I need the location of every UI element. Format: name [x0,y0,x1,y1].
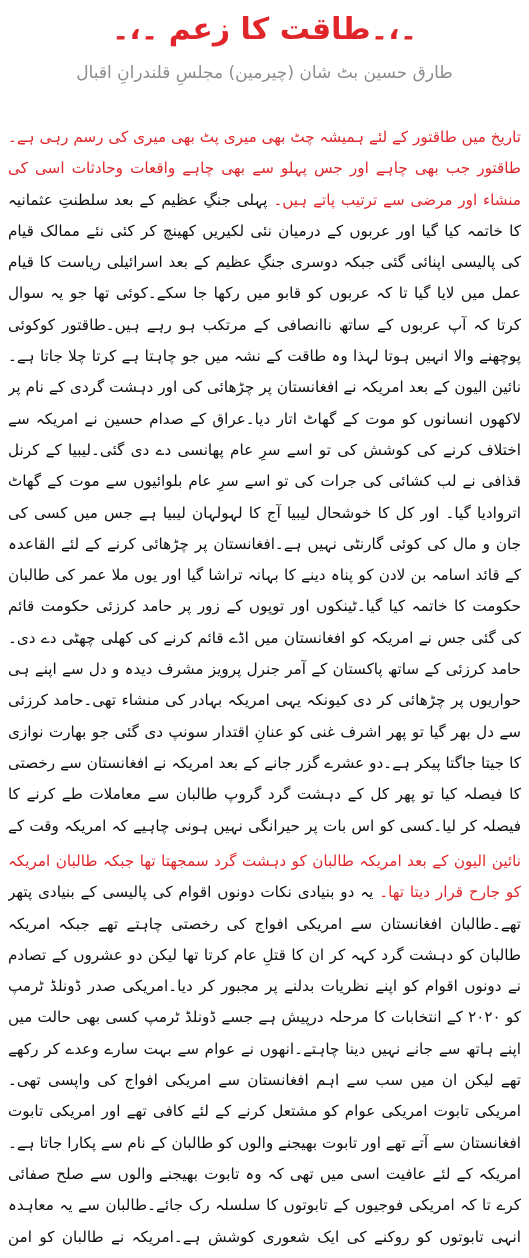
paragraph-2-body: یہ دو بنیادی نکات دونوں اقوام کی پالیسی کے بنیادی پتھر تھے۔طالبان افغانستان سے امریکی افواج کی رخصتی چاہتے تھے جبکہ امریکہ طالبان کو دہشت گرد کہہ کر ان کا قتلِ عام کرتا تھا لیکن دو عشروں کے تصادم نے دونوں اقوام کو اپنے نظریات بدلنے پر مجبور کر دیا۔امریکی صدر ڈونلڈ ٹرمپ کو ۲۰۲۰ کے انتخابات کا مرحلہ درپیش ہے جسے ڈونلڈ ٹرمپ کسی بھی حالت میں اپنے ہاتھ سے جانے نہیں دینا چاہتے۔انھوں نے عوام سے بہت سارے وعدے کر رکھے تھے لیکن ان میں سب سے اہم افغانستان سے امریکی افواج کی واپسی تھی۔امریکی تابوت امریکی عوام کو مشتعل کرنے کے لئے کافی تھے اور امریکی تابوت افغانستان سے آتے تھے اور تابوت بھیجنے والوں کو طالبان کے نام سے پکارا جاتا ہے۔امریکہ کے لئے عافیت اسی میں تھی کہ وہ تابوت بھیجنے والوں سے صلح صفائی کرے تا کہ امریکی فوجیوں کے تابوتوں کا سلسلہ رک جائے۔طالبان سے یہ معاہدہ انہی تابوتوں کو روکنے کی ایک شعوری کوشش ہے۔امریکہ نے طالبان کو امن [8,883,521,1246]
paragraph-1-body: پہلی جنگِ عظیم کے بعد سلطنتِ عثمانیہ کا خاتمہ کیا گیا اور عربوں کے درمیان نئی لکیریں کھینچ کر کئی نئے ممالک قیام کی پالیسی اپنائی گئی جبکہ دوسری جنگِ عظیم کے بعد اسرائیلی ریاست کا قیام عمل میں لایا گیا تا کہ عربوں کو قابو میں رکھا جا سکے۔کوئی تھا جو یہ سوال کرتا کہ آپ عربوں کے ساتھ ناانصافی کے مرتکب ہو رہے ہیں۔طاقتور کوکوئی پوچھنے والا انہیں ہوتا لہذا وہ طاقت کے نشہ میں جو چاہتا ہے کرتا چلا جاتا ہے۔نائین الیون کے بعد امریکہ نے افغانستان پر چڑھائی کی اور دہشت گردی کے نام پر لاکھوں انسانوں کو موت کے گھاٹ اتار دیا۔عراق کے صدام حسین نے امریکہ سے اختلاف کرنے کی کوشش کی تو اسے سرِ عام پھانسی دے دی گئی۔لیبیا کے کرنل قذافی نے لب کشائی کی جرات کی تو اسے سرِ عام بلوائیوں سے موت کے گھاٹ اتروادیا گیا۔ اور کل کا خوشحال لیبیا آج کا لہولہان لیبیا ہے جس میں کسی کی جان و مال کی کوئی گارنٹی نہیں ہے۔افغانستان پر چڑھائی کرنے کے لئے القاعدہ کے قائد اسامہ بن لادن کو پناہ دینے کا بہانہ تراشا گیا اور یوں ملا عمر کی طالبان حکومت کا خاتمہ کیا گیا۔ٹینکوں اور توپوں کے زور پر حامد کرزئی حکومت قائم کی گئی جس نے امریکہ کو افغانستان میں اڈے قائم کرنے کی کھلی چھٹی دے دی۔حامد کرزئی کے ساتھ پاکستان کے آمر جنرل پرویز مشرف دیدہ و دل سے اپنے ہی حواریوں پر چڑھائی کر دی کیونکہ یہی امریکہ بہادر کی منشاء تھی۔حامد کرزئی سے دل بھر گیا تو پھر اشرف غنی کو عنانِ اقتدار سونپ دی گئی جو بھارت نوازی کا جیتا جاگتا پیکر ہے۔دو عشرے گزر جانے کے بعد امریکہ نے افغانستان سے رخصتی کا فیصلہ کیا تو پھر کل کے دہشت گرد گروپ طالبان سے معاملات طے کرنے کا فیصلہ کر لیا۔کسی کو اس بات پر حیرانگی نہیں ہونی چاہیے کہ امریکہ وقت کے [8,190,521,835]
article-title: ۔،۔طاقت کا زعم ۔،۔ [111,12,418,47]
article-byline: طارق حسین بٹ شان (چیرمین) مجلسِ قلندرانِ اقبال [76,63,453,83]
article-paragraph-2 [8,846,521,1254]
paragraph-1-lead: تاریخ میں طاقتور کے لئے ہمیشہ چٹ بھی میری پٹ بھی میری کی رسم رہی ہے۔طاقتور جب بھی چاہے اور جس پہلو سے بھی چاہے واقعات وحادثات اسی کی منشاء اور مرضی سے ترتیب پاتے ہیں۔ [8,128,521,209]
paragraph-2-lead: نائین الیون کے بعد امریکہ طالبان کو دہشت گرد سمجھتا تھا جبکہ طالبان امریکہ کو جارح قرار دیتا تھا۔ [8,852,521,902]
article-paragraph-1 [8,122,521,840]
